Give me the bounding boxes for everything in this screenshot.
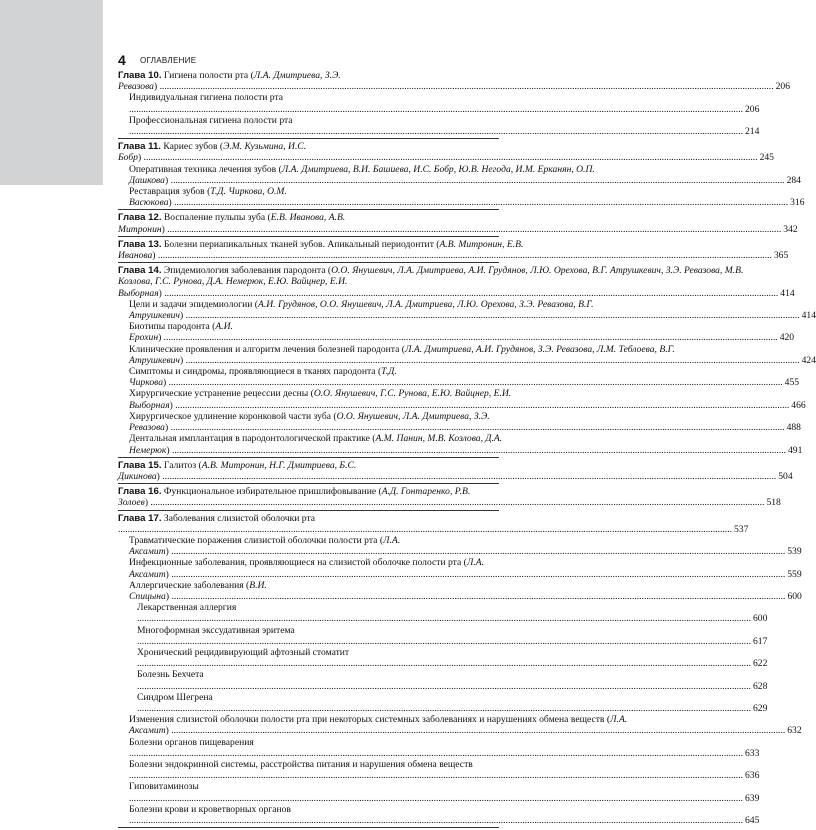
page-title: ОГЛАВЛЕНИЕ (140, 56, 197, 65)
leader-dots (137, 658, 751, 669)
leader-dots (168, 175, 784, 186)
chapter-title: Кариес зубов (163, 141, 218, 153)
page-ref: 206 (745, 103, 760, 115)
section-title: Хирургические устранение рецессии десны (129, 388, 309, 400)
toc-chapter-entry[interactable] (118, 459, 793, 482)
entry-text: Глава 12. Воспаление пульпы зуба (Е.В. Иванова, А.В. Митронин) ..... (118, 212, 781, 234)
page-ref: 628 (753, 680, 768, 692)
entry-text (129, 737, 743, 759)
chapter-label: Глава 13. (118, 238, 162, 250)
page-ref: 488 (786, 422, 801, 434)
page-ref: 518 (766, 497, 781, 509)
toc-section-entry[interactable] (118, 534, 802, 558)
entry-text (137, 602, 751, 624)
entry-text: Цели и задачи эпидемиологии (А.И. Грудянов, О.О. Янушевич, Л.А. Дмитриева, Л.Ю. Орехова, З.Э. Ревазова, В.Г. Атрушкевич) ..... (129, 299, 800, 321)
section-title: Болезни эндокринной системы, расстройства питания и нарушения обмена веществ (129, 758, 473, 770)
leader-dots (137, 636, 751, 647)
authors: Л.А. Дмитриева, В.И. Башиева, И.С. Бобр, Ю.В. Негода, И.М. Ерканян, О.П. Дашкова (129, 163, 595, 186)
chapter-block (118, 141, 805, 210)
entry-text: Симптомы и синдромы, проявляющиеся в тканях пародонта (Т.Д. Чиркова) ..... (129, 366, 783, 388)
page-ref: 214 (745, 126, 760, 138)
section-title: Гиповитаминозы (129, 781, 199, 793)
page-ref: 539 (787, 546, 802, 558)
entry-text (137, 669, 751, 691)
section-title: Хронический рецидивирующий афтозный стоматит (137, 646, 350, 658)
authors: Е.В. Иванова, А.В. Митронин (118, 212, 346, 235)
toc-section-entry[interactable] (118, 781, 760, 804)
toc-section-entry[interactable] (118, 602, 768, 625)
section-title: Многоформная экссудативная эритема (137, 624, 295, 636)
toc-section-entry[interactable] (118, 691, 768, 714)
page-ref: 455 (784, 377, 800, 389)
toc-section-entry[interactable] (118, 646, 768, 670)
page-ref: 600 (753, 613, 768, 625)
section-title: Болезнь Бехчета (137, 669, 204, 681)
leader-dots (169, 569, 785, 580)
chapter-title: Заболевания слизистой оболочки рта (163, 512, 316, 524)
authors: А.И. Грудянов, О.О. Янушевич, Л.А. Дмитриева, Л.Ю. Орехова, З.Э. Ревазова, В.Г. Атрушкевич (129, 298, 594, 322)
page-number: 4 (118, 52, 126, 68)
authors: Т.Д. Чиркова (129, 366, 397, 389)
section-title: Инфекционные заболевания, проявляющиеся на слизистой оболочке полости рта (129, 557, 462, 569)
page-ref: 491 (788, 444, 803, 456)
leader-dots (118, 524, 732, 535)
entry-text: Дентальная имплантация в пародонтологической практике (А.М. Панин, М.В. Козлова, Д.А. Немерюк) ..... (129, 433, 786, 455)
chapter-title: Эпидемиология заболевания пародонта (163, 265, 326, 277)
leader-dots (137, 681, 751, 692)
page-ref: 639 (745, 792, 760, 804)
leader-dots (137, 703, 751, 714)
section-title: Оперативная техника лечения зубов (129, 163, 277, 175)
chapter-label: Глава 14. (118, 265, 162, 277)
authors: О.О. Янушевич, Л.А. Дмитриева, З.Э. Ревазова (129, 410, 490, 434)
entry-text: Глава 10. Гигиена полости рта (Л.А. Дмитриева, З.Э. Ревазова) ..... (118, 70, 774, 92)
toc-section-entry[interactable] (118, 321, 795, 344)
authors: Л.А. Аксамит (129, 534, 401, 558)
chapter-label: Глава 10. (118, 70, 162, 81)
page-ref: 414 (780, 287, 795, 299)
authors: Л.А. Дмитриева, З.Э. Ревазова (118, 70, 341, 93)
leader-dots (166, 377, 782, 388)
chapter-block (118, 265, 816, 457)
chapter-label: Глава 17. (118, 512, 162, 524)
page-ref: 414 (801, 310, 816, 322)
authors: Л.А. Дмитриева, А.И. Грудянов, З.Э. Ревазова, Л.М. Теблоева, В.Г. Атрушкевич (129, 343, 675, 366)
entry-text: Хирургические устранение рецессии десны (О.О. Янушевич, Г.С. Рунова, Е.Ю. Вайцнер, Е.И. Выборная) ..... (129, 388, 789, 410)
entry-text: Изменения слизистой оболочки полости рта при некоторых системных заболеваниях и нарушениях обмена веществ (Л.А. Аксамит) ..... (129, 714, 785, 736)
page-ref: 537 (734, 523, 749, 535)
toc-section-entry[interactable] (118, 579, 802, 602)
leader-dots (129, 770, 743, 781)
toc-section-entry[interactable] (118, 803, 760, 826)
page-ref: 504 (778, 470, 793, 482)
page-edge-gray-band (0, 0, 103, 185)
toc-section-entry[interactable] (118, 366, 800, 389)
toc-chapter-entry[interactable] (118, 141, 774, 164)
entry-text: Реставрация зубов (Т.Д. Чиркова, О.М. Васюкова) ..... (129, 186, 788, 208)
toc-section-entry[interactable] (118, 433, 803, 456)
page-ref: 645 (745, 815, 760, 826)
entry-text: Аллергические заболевания (В.И. Спицына) ..... (129, 580, 785, 602)
toc-section-entry[interactable] (118, 624, 768, 647)
page-ref: 600 (787, 590, 802, 602)
entry-text: Оперативная техника лечения зубов (Л.А. Дмитриева, В.И. Башиева, И.С. Бобр, Ю.В. Негода, И.М. Ерканян, О.П. Дашкова) ..... (129, 164, 785, 186)
section-title: Цели и задачи эпидемиологии (129, 298, 253, 310)
toc-section-entry[interactable] (118, 114, 760, 138)
chapter-block (118, 70, 790, 139)
page-ref: 633 (745, 747, 760, 759)
page-ref: 466 (791, 399, 806, 411)
page-ref: 559 (787, 568, 802, 580)
entry-text: Травматические поражения слизистой оболочки полости рта (Л.А. Аксамит) ..... (129, 535, 785, 557)
chapter-label: Глава 12. (118, 212, 162, 224)
entry-text (137, 647, 751, 669)
leader-dots (168, 422, 784, 433)
toc-chapter-entry[interactable] (118, 238, 789, 262)
entry-text (118, 513, 732, 535)
authors: А.В. Митронин, Н.Г. Дмитриева, Б.С. Дикинова (118, 459, 357, 482)
chapter-block (118, 238, 789, 263)
authors: Э.М. Кузьмина, И.С. Бобр (118, 141, 307, 164)
leader-dots (157, 81, 773, 92)
page-ref: 629 (753, 702, 768, 714)
chapter-label: Глава 16. (118, 486, 162, 498)
leader-dots (129, 793, 743, 804)
chapter-block (118, 459, 793, 484)
authors: А.И. Ерохин (129, 321, 233, 344)
chapter-block (118, 512, 802, 829)
authors: Л.А. Аксамит (129, 557, 484, 580)
entry-text (137, 625, 751, 647)
leader-dots (148, 497, 764, 508)
chapter-title: Галитоз (163, 459, 197, 471)
entry-text (129, 804, 743, 826)
leader-dots (137, 613, 751, 624)
leader-dots (129, 104, 743, 115)
section-title: Клинические проявления и алгоритм лечения болезней пародонта (129, 343, 400, 355)
chapter-title: Болезни периапикальных тканей зубов. Апикальный периодонтит (163, 238, 434, 250)
leader-dots (173, 400, 789, 411)
page-ref: 206 (775, 81, 790, 93)
toc-chapter-entry[interactable] (118, 265, 795, 299)
entry-text: Глава 16. Функциональное избирательное пришлифовывание (А.Д. Гонтаренко, Р.В. Золоев) ..... (118, 486, 764, 508)
page-header (118, 54, 498, 70)
page-ref: 622 (753, 658, 768, 670)
authors: Л.А. Аксамит (129, 714, 628, 737)
authors: А.Д. Гонтаренко, Р.В. Золоев (118, 486, 471, 509)
leader-dots (165, 224, 781, 235)
page-ref: 424 (801, 354, 816, 366)
page-ref: 316 (790, 197, 805, 209)
entry-text (129, 92, 743, 114)
chapter-title: Воспаление пульпы зуба (163, 212, 266, 224)
entry-text (129, 781, 743, 803)
toc-section-entry[interactable] (118, 388, 806, 411)
section-title: Профессиональная гигиена полости рта (129, 114, 293, 126)
leader-dots (161, 332, 777, 343)
chapter-label: Глава 15. (118, 459, 162, 471)
entry-text (129, 115, 743, 137)
leader-dots (155, 250, 771, 261)
page-ref: 636 (745, 770, 760, 782)
page-ref: 284 (786, 174, 801, 186)
toc-section-entry[interactable] (118, 736, 760, 759)
chapter-title: Функциональное избирательное пришлифовывание (163, 486, 377, 498)
section-title: Изменения слизистой оболочки полости рта при некоторых системных заболеваниях и нарушениях обмена веществ (129, 714, 605, 726)
toc-chapter-entry[interactable] (118, 486, 781, 509)
section-title: Индивидуальная гигиена полости рта (129, 92, 284, 104)
section-title: Лекарственная аллергия (137, 602, 237, 614)
leader-dots (160, 471, 776, 482)
section-title: Синдром Шегрена (137, 691, 213, 703)
entry-text: Глава 13. Болезни периапикальных тканей зубов. Апикальный периодонтит (А.В. Митронин, Е.В. Иванова) ..... (118, 239, 772, 261)
toc-section-entry[interactable] (118, 92, 760, 115)
leader-dots (169, 591, 785, 602)
entry-text: Глава 11. Кариес зубов (Э.М. Кузьмина, И.С. Бобр) ..... (118, 141, 758, 163)
chapter-label: Глава 11. (118, 141, 161, 153)
page-ref: 245 (759, 152, 774, 164)
page-ref: 632 (787, 725, 802, 737)
section-title: Хирургическое удлинение коронковой части зуба (129, 410, 331, 422)
section-title: Биотипы пародонта (129, 321, 210, 333)
entry-text: Инфекционные заболевания, проявляющиеся на слизистой оболочке полости рта (Л.А. Аксамит) ..... (129, 557, 785, 579)
leader-dots (162, 288, 778, 299)
authors: А.В. Митронин, Е.В. Иванова (118, 238, 524, 262)
entry-text: Биотипы пародонта (А.И. Ерохин) ..... (129, 321, 778, 343)
leader-dots (183, 355, 799, 366)
authors: А.М. Панин, М.В. Козлова, Д.А. Немерюк (129, 433, 503, 456)
page-ref: 617 (753, 635, 768, 647)
section-title: Аллергические заболевания (129, 579, 244, 591)
table-of-contents (118, 70, 816, 830)
toc-section-entry[interactable] (118, 163, 801, 186)
leader-dots (170, 445, 786, 456)
page-ref: 420 (779, 332, 795, 344)
toc-section-entry[interactable] (118, 557, 802, 580)
page-ref: 365 (773, 250, 789, 262)
section-title: Травматические поражения слизистой оболочки полости рта (129, 534, 378, 546)
authors: Т.Д. Чиркова, О.М. Васюкова (129, 186, 287, 209)
leader-dots (129, 748, 743, 759)
entry-text (137, 692, 751, 714)
chapter-block (118, 212, 798, 236)
entry-text (129, 759, 743, 781)
entry-text: Хирургическое удлинение коронковой части зуба (О.О. Янушевич, Л.А. Дмитриева, З.Э. Ревазова) ..... (129, 411, 785, 433)
page-ref: 342 (783, 223, 798, 235)
toc-section-entry[interactable] (118, 669, 768, 692)
leader-dots (129, 126, 743, 137)
toc-chapter-entry[interactable] (118, 512, 749, 535)
toc-chapter-entry[interactable] (118, 70, 790, 93)
toc-section-entry[interactable] (118, 410, 801, 434)
entry-text: Клинические проявления и алгоритм лечения болезней пародонта (Л.А. Дмитриева, А.И. Грудянов, З.Э. Ревазова, Л.М. Теблоева, В.Г. Атрушкевич) ..... (129, 344, 800, 366)
toc-section-entry[interactable] (118, 298, 816, 322)
authors: О.О. Янушевич, Г.С. Рунова, Е.Ю. Вайцнер, Е.И. Выборная (129, 388, 512, 411)
section-title: Симптомы и синдромы, проявляющиеся в тканях пародонта (129, 366, 376, 378)
authors: О.О. Янушевич, Л.А. Дмитриева, А.И. Грудянов, Л.Ю. Орехова, В.Г. Атрушкевич, З.Э. Ревазова, М.В. Козлова, Г.С. Рунова, Д.А. Немерюк, Е.Ю. Вайцнер, Е.И. Выборная (118, 265, 744, 299)
authors: В.И. Спицына (129, 579, 267, 602)
toc-section-entry[interactable] (118, 186, 805, 209)
toc-section-entry[interactable] (118, 343, 816, 366)
toc-section-entry[interactable] (118, 714, 802, 737)
section-title: Болезни крови и кроветворных органов (129, 803, 291, 815)
chapter-block (118, 486, 781, 510)
section-title: Дентальная имплантация в пародонтологической практике (129, 433, 370, 445)
leader-dots (172, 197, 788, 208)
entry-text: Глава 15. Галитоз (А.В. Митронин, Н.Г. Дмитриева, Б.С. Дикинова) ..... (118, 460, 776, 482)
leader-dots (129, 815, 743, 826)
leader-dots (183, 310, 799, 321)
toc-chapter-entry[interactable] (118, 212, 798, 235)
leader-dots (169, 725, 785, 736)
leader-dots (169, 546, 785, 557)
toc-section-entry[interactable] (118, 758, 760, 782)
chapter-title: Гигиена полости рта (163, 70, 249, 81)
section-title: Реставрация зубов (129, 186, 205, 198)
leader-dots (141, 152, 757, 163)
section-title: Болезни органов пищеварения (129, 736, 254, 748)
entry-text: Глава 14. Эпидемиология заболевания пародонта (О.О. Янушевич, Л.А. Дмитриева, А.И. Грудянов, Л.Ю. Орехова, В.Г. Атрушкевич, З.Э. Ревазова, М.В. Козлова, Г.С. Рунова, Д.А. Немерюк, Е.Ю. Вайцнер, Е.И. Выборная) ..... (118, 265, 778, 299)
